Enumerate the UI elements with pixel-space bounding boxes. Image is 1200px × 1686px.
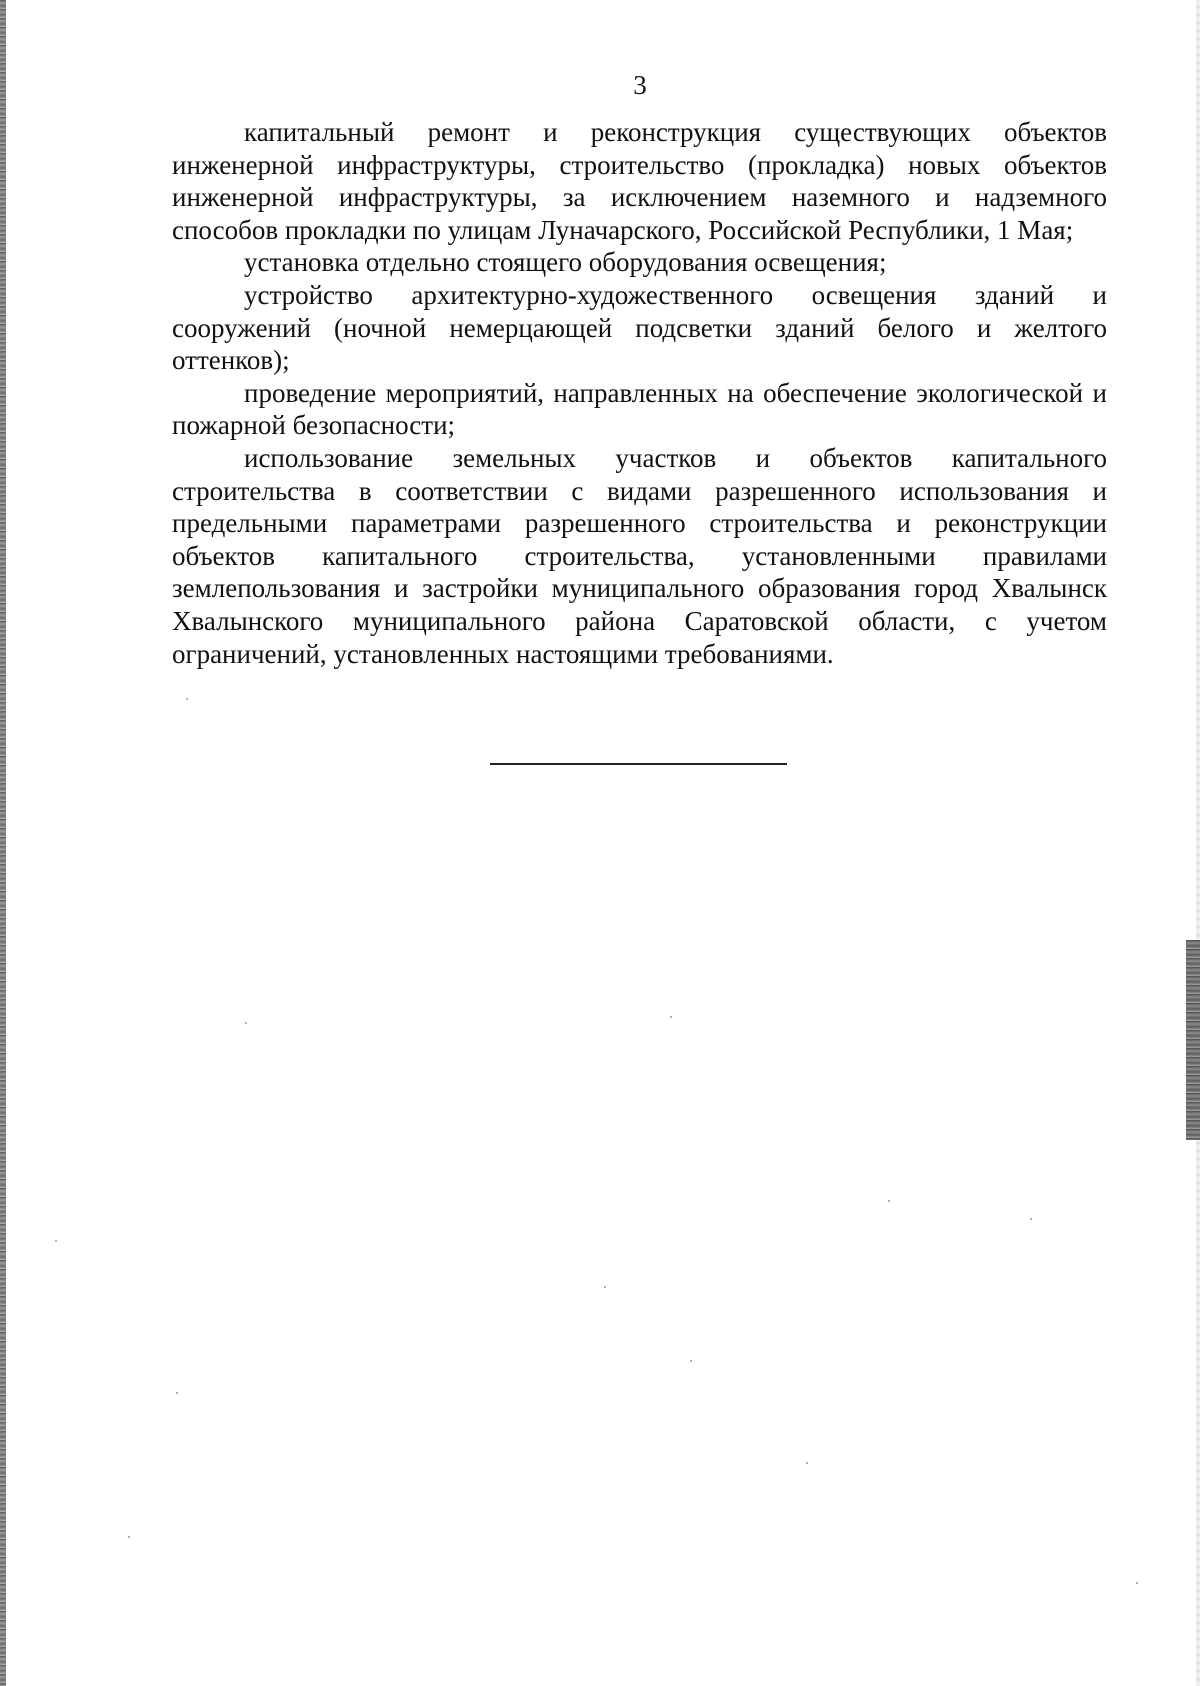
page-number: 3 bbox=[633, 70, 647, 100]
scan-edge-right-shadow bbox=[1186, 940, 1200, 1140]
scan-speck bbox=[888, 1200, 890, 1202]
scan-speck bbox=[245, 1022, 247, 1024]
scan-speck bbox=[604, 1286, 606, 1288]
paragraph-architectural-lighting: устройство архитектурно-художественного освещения зданий и сооружений (ночной немерцающей подсветки зданий белого и желтого оттенков); bbox=[172, 279, 1107, 376]
document-body bbox=[172, 116, 1107, 670]
scan-speck bbox=[186, 698, 188, 700]
scan-speck bbox=[176, 1392, 178, 1394]
scan-speck bbox=[128, 1536, 130, 1538]
end-of-text-rule bbox=[490, 763, 787, 765]
scan-speck bbox=[1136, 1582, 1138, 1584]
scan-speck bbox=[690, 1360, 692, 1362]
scan-speck bbox=[670, 1016, 672, 1018]
paragraph-capital-repair: капитальный ремонт и реконструкция существующих объектов инженерной инфраструктуры, строительство (прокладка) новых объектов инженерной инфраструктуры, за исключением наземного и надземного способов прокладки по улицам Луначарского, Российской Республики, 1 Мая; bbox=[172, 117, 1107, 245]
paragraph-safety-measures: проведение мероприятий, направленных на обеспечение экологической и пожарной безопасности; bbox=[172, 377, 1107, 441]
scan-speck bbox=[55, 1240, 57, 1242]
scan-edge-right bbox=[1196, 0, 1200, 1686]
paragraph-land-use: использование земельных участков и объектов капитального строительства в соответствии с видами разрешенного использования и предельными параметрами разрешенного строительства и реконструкции объектов капитального строительства, установленными правилами землепользования и застройки муниципального образования город Хвалынск Хвалынского муниципального района Саратовской области, с учетом ограничений, установленных настоящими требованиями. bbox=[172, 442, 1107, 669]
paragraph-lighting-equipment: установка отдельно стоящего оборудования освещения; bbox=[244, 247, 887, 278]
scan-edge-left bbox=[0, 0, 6, 1686]
scan-speck bbox=[1030, 1218, 1032, 1220]
scan-speck bbox=[806, 1462, 808, 1464]
